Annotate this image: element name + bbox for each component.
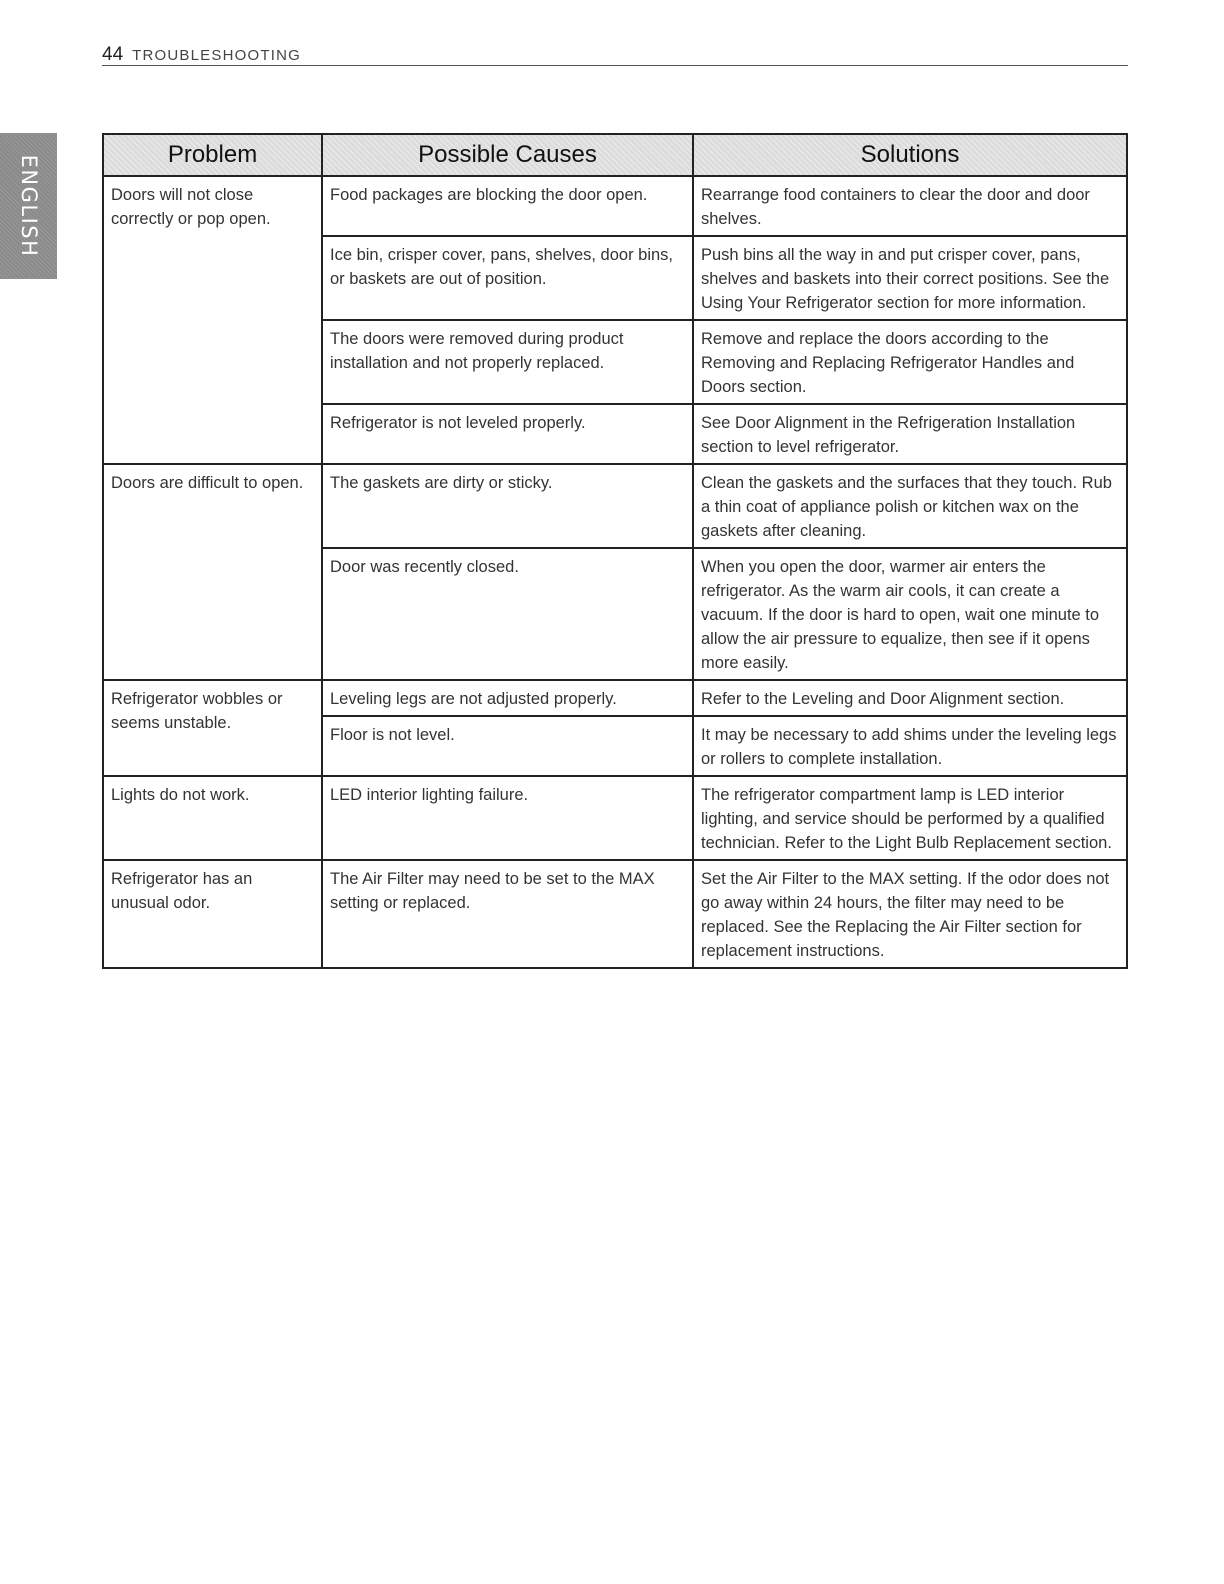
table-row — [103, 464, 1127, 548]
cause-cell: Door was recently closed. — [322, 548, 693, 680]
page-header — [102, 44, 1128, 66]
problem-cell: Refrigerator has an unusual odor. — [103, 860, 322, 968]
solution-cell: When you open the door, warmer air enters the refrigerator. As the warm air cools, it can create a vacuum. If the door is hard to open, wait one minute to allow the air pressure to equalize, then see if it opens more easily. — [693, 548, 1127, 680]
solution-cell: Refer to the Leveling and Door Alignment section. — [693, 680, 1127, 716]
problem-cell: Refrigerator wobbles or seems unstable. — [103, 680, 322, 776]
column-header-causes: Possible Causes — [322, 134, 693, 176]
cause-cell: Refrigerator is not leveled properly. — [322, 404, 693, 464]
table-row — [103, 680, 1127, 716]
cause-cell: The doors were removed during product installation and not properly replaced. — [322, 320, 693, 404]
column-header-problem: Problem — [103, 134, 322, 176]
table-header-row — [103, 134, 1127, 176]
solution-cell: Remove and replace the doors according to the Removing and Replacing Refrigerator Handles and Doors section. — [693, 320, 1127, 404]
cause-cell: Ice bin, crisper cover, pans, shelves, door bins, or baskets are out of position. — [322, 236, 693, 320]
solution-cell: It may be necessary to add shims under the leveling legs or rollers to complete installation. — [693, 716, 1127, 776]
language-tab-label: ENGLISH — [16, 154, 41, 258]
solution-cell: Set the Air Filter to the MAX setting. If the odor does not go away within 24 hours, the filter may need to be replaced. See the Replacing the Air Filter section for replacement instructions. — [693, 860, 1127, 968]
problem-cell: Lights do not work. — [103, 776, 322, 860]
troubleshooting-table — [102, 133, 1128, 969]
section-title: TROUBLESHOOTING — [132, 47, 301, 64]
table-row — [103, 776, 1127, 860]
solution-cell: See Door Alignment in the Refrigeration Installation section to level refrigerator. — [693, 404, 1127, 464]
cause-cell: The Air Filter may need to be set to the MAX setting or replaced. — [322, 860, 693, 968]
cause-cell: Food packages are blocking the door open. — [322, 176, 693, 236]
cause-cell: LED interior lighting failure. — [322, 776, 693, 860]
page-number: 44 — [102, 44, 124, 65]
solution-cell: Clean the gaskets and the surfaces that they touch. Rub a thin coat of appliance polish or kitchen wax on the gaskets after cleaning. — [693, 464, 1127, 548]
column-header-solutions: Solutions — [693, 134, 1127, 176]
problem-cell: Doors will not close correctly or pop open. — [103, 176, 322, 464]
cause-cell: Floor is not level. — [322, 716, 693, 776]
solution-cell: Push bins all the way in and put crisper cover, pans, shelves and baskets into their correct positions. See the Using Your Refrigerator section for more information. — [693, 236, 1127, 320]
table-row — [103, 860, 1127, 968]
cause-cell: Leveling legs are not adjusted properly. — [322, 680, 693, 716]
solution-cell: The refrigerator compartment lamp is LED interior lighting, and service should be performed by a qualified technician. Refer to the Light Bulb Replacement section. — [693, 776, 1127, 860]
language-tab — [0, 133, 57, 279]
problem-cell: Doors are difficult to open. — [103, 464, 322, 680]
table-row — [103, 176, 1127, 236]
cause-cell: The gaskets are dirty or sticky. — [322, 464, 693, 548]
solution-cell: Rearrange food containers to clear the door and door shelves. — [693, 176, 1127, 236]
